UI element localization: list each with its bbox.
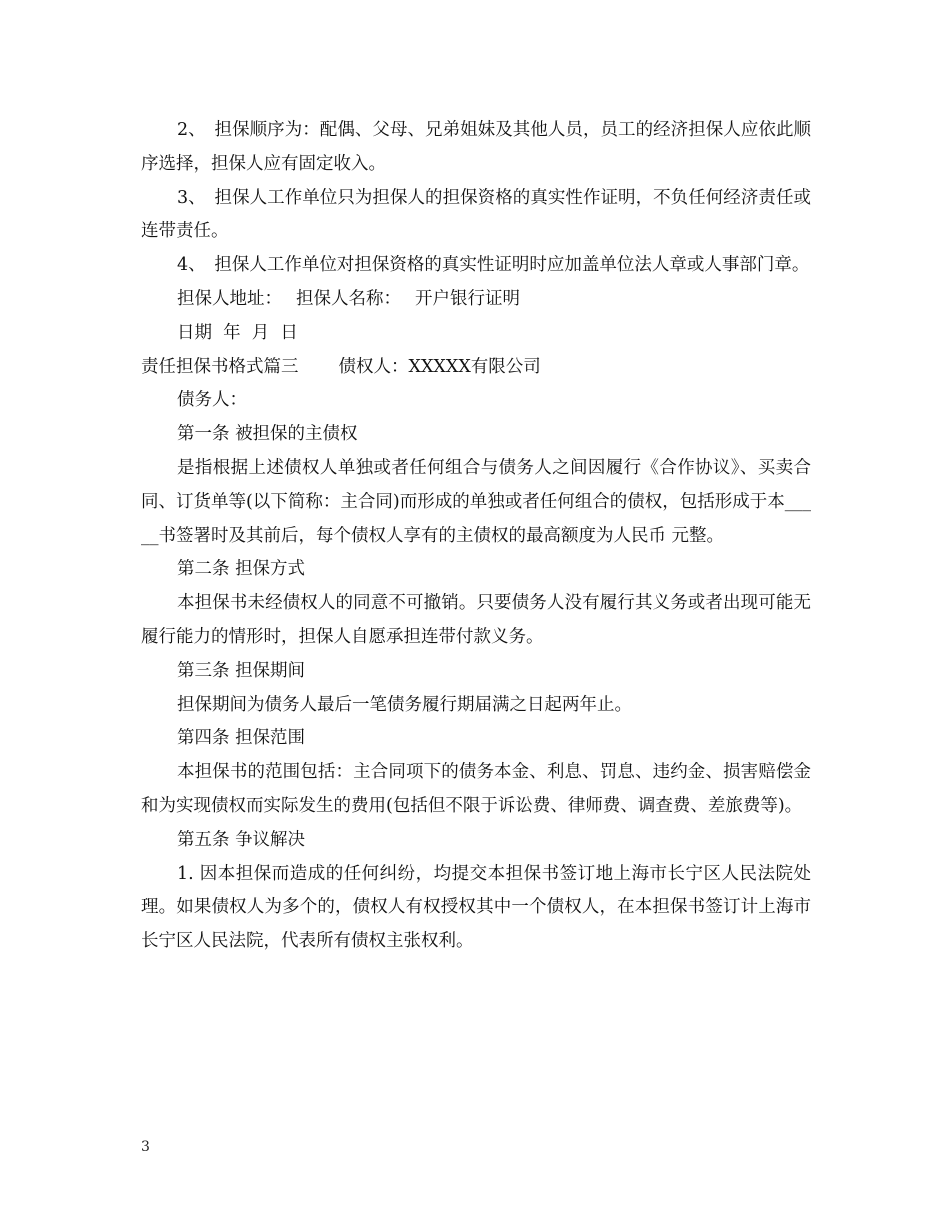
article-4-body: 本担保书的范围包括：主合同项下的债务本金、利息、罚息、违约金、损害赔偿金和为实现债权而实际发生的费用(包括但不限于诉讼费、律师费、调查费、差旅费等)。 [141, 762, 811, 816]
article-1-body: 是指根据上述债权人单独或者任何组合与债务人之间因履行《合作协议》、买卖合同、订货单等(以下简称：主合同)而形成的单独或者任何组合的债权，包括形成于本_____书签署时及其前后，每个债权人享有的主债权的最高额度为人民币 元整。 [141, 457, 811, 546]
document-body [141, 114, 811, 959]
article-4-title: 第四条 担保范围 [177, 728, 306, 749]
section-heading: 责任担保书格式篇三 [141, 356, 299, 377]
debtor-line: 债务人： [177, 390, 247, 411]
month-label: 月 [251, 322, 270, 343]
paragraph-employer-seal: 4、 担保人工作单位对担保资格的真实性证明时应加盖单位法人章或人事部门章。 [177, 255, 810, 276]
page-number: 3 [141, 1139, 150, 1155]
article-2-title: 第二条 担保方式 [177, 559, 306, 580]
year-label: 年 [223, 322, 241, 343]
article-2-body: 本担保书未经债权人的同意不可撤销。只要债务人没有履行其义务或者出现可能无履行能力的情形时，担保人自愿承担连带付款义务。 [141, 593, 811, 647]
creditor-line: 债权人：XXXXX有限公司 [338, 356, 541, 377]
day-label: 日 [280, 322, 298, 343]
date-line [141, 317, 811, 351]
paragraph-employer-proof: 3、 担保人工作单位只为担保人的担保资格的真实性作证明，不负任何经济责任或连带责任。 [141, 187, 811, 242]
guarantor-address-label: 担保人地址： [177, 288, 282, 309]
article-5-body: 1. 因本担保而造成的任何纠纷，均提交本担保书签订地上海市长宁区人民法院处理。如果债权人为多个的，债权人有权授权其中一个债权人，在本担保书签订计上海市长宁区人民法院，代表所有债权主张权利。 [141, 863, 811, 952]
article-1-title: 第一条 被担保的主债权 [177, 424, 358, 445]
guarantor-info-line [141, 283, 811, 317]
date-label: 日期 [177, 322, 212, 343]
article-5-title: 第五条 争议解决 [177, 829, 306, 850]
article-3-body: 担保期间为债务人最后一笔债务履行期届满之日起两年止。 [177, 694, 632, 715]
section-heading-line [141, 351, 811, 385]
paragraph-guarantor-order: 2、 担保顺序为：配偶、父母、兄弟姐妹及其他人员，员工的经济担保人应依此顺序选择，担保人应有固定收入。 [141, 120, 811, 174]
article-3-title: 第三条 担保期间 [177, 660, 306, 681]
bank-proof-label: 开户银行证明 [415, 288, 520, 309]
guarantor-name-label: 担保人名称： [296, 288, 401, 309]
